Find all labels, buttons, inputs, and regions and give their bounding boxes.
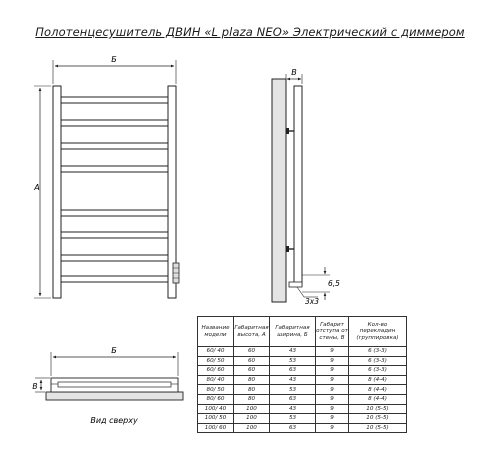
cell-model: 100/ 40 [198, 404, 234, 414]
front-left-rail [53, 86, 61, 298]
header-bars: Кол-во перекладин (группировка) [349, 317, 407, 347]
table-row [198, 423, 407, 433]
cell-bars: 6 (3-3) [349, 366, 407, 376]
front-crossbars [61, 97, 168, 282]
cell-offset: 9 [316, 423, 349, 433]
spec-table-header-row [198, 317, 407, 347]
drawing-title: Полотенцесушитель ДВИН «L plaza NEO» Электрический с диммером [35, 25, 465, 39]
cell-width: 53 [270, 385, 316, 395]
label-width: Б [111, 55, 117, 64]
label-top-depth: В [32, 382, 38, 391]
header-width: Габаритная ширина, Б [270, 317, 316, 347]
side-rail [294, 86, 302, 286]
table-row [198, 385, 407, 395]
header-height: Габаритная высота, А [234, 317, 270, 347]
cell-bars: 6 (3-3) [349, 347, 407, 357]
cell-width: 53 [270, 356, 316, 366]
cell-model: 60/ 50 [198, 356, 234, 366]
cell-model: 80/ 50 [198, 385, 234, 395]
cell-model: 80/ 60 [198, 394, 234, 404]
table-row [198, 394, 407, 404]
cell-model: 60/ 40 [198, 347, 234, 357]
top-view-caption: Вид сверху [90, 416, 138, 425]
table-row [198, 366, 407, 376]
cell-offset: 9 [316, 366, 349, 376]
cell-bars: 8 (4-4) [349, 385, 407, 395]
label-depth: В [291, 68, 297, 77]
table-row [198, 414, 407, 424]
cell-offset: 9 [316, 385, 349, 395]
spec-table [197, 316, 407, 433]
cell-model: 100/ 60 [198, 423, 234, 433]
side-view [272, 74, 330, 302]
front-view [34, 60, 179, 298]
cell-height: 100 [234, 414, 270, 424]
cell-width: 53 [270, 414, 316, 424]
wall [272, 79, 286, 302]
cell-height: 80 [234, 394, 270, 404]
label-height: А [34, 183, 40, 192]
table-row [198, 404, 407, 414]
cell-bars: 8 (4-4) [349, 394, 407, 404]
cell-offset: 9 [316, 404, 349, 414]
cell-offset: 9 [316, 347, 349, 357]
cell-bars: 10 (5-5) [349, 414, 407, 424]
cell-bars: 8 (4-4) [349, 375, 407, 385]
spec-table-body [198, 347, 407, 433]
cell-offset: 9 [316, 394, 349, 404]
label-top-width: Б [111, 346, 117, 355]
cell-offset: 9 [316, 356, 349, 366]
header-offset: Габарит отступа от стены, В [316, 317, 349, 347]
cell-offset: 9 [316, 375, 349, 385]
cell-height: 80 [234, 385, 270, 395]
cell-width: 43 [270, 375, 316, 385]
cell-bars: 10 (5-5) [349, 423, 407, 433]
cell-width: 43 [270, 347, 316, 357]
cell-width: 63 [270, 394, 316, 404]
table-row [198, 375, 407, 385]
cell-offset: 9 [316, 414, 349, 424]
cell-width: 43 [270, 404, 316, 414]
cell-model: 100/ 50 [198, 414, 234, 424]
cell-bars: 6 (3-3) [349, 356, 407, 366]
label-wall-offset: 6,5 [328, 279, 340, 288]
cell-model: 60/ 60 [198, 366, 234, 376]
cell-height: 100 [234, 423, 270, 433]
cell-width: 63 [270, 366, 316, 376]
table-row [198, 356, 407, 366]
header-model: Название модели [198, 317, 234, 347]
cell-height: 80 [234, 375, 270, 385]
cell-width: 63 [270, 423, 316, 433]
cell-bars: 10 (5-5) [349, 404, 407, 414]
cell-height: 60 [234, 356, 270, 366]
cell-height: 100 [234, 404, 270, 414]
cell-model: 80/ 40 [198, 375, 234, 385]
table-row [198, 347, 407, 357]
cell-height: 60 [234, 347, 270, 357]
label-rect-profile: 3х3 [305, 297, 319, 306]
top-view [35, 352, 183, 400]
top-view-wall [46, 392, 183, 400]
cell-height: 60 [234, 366, 270, 376]
